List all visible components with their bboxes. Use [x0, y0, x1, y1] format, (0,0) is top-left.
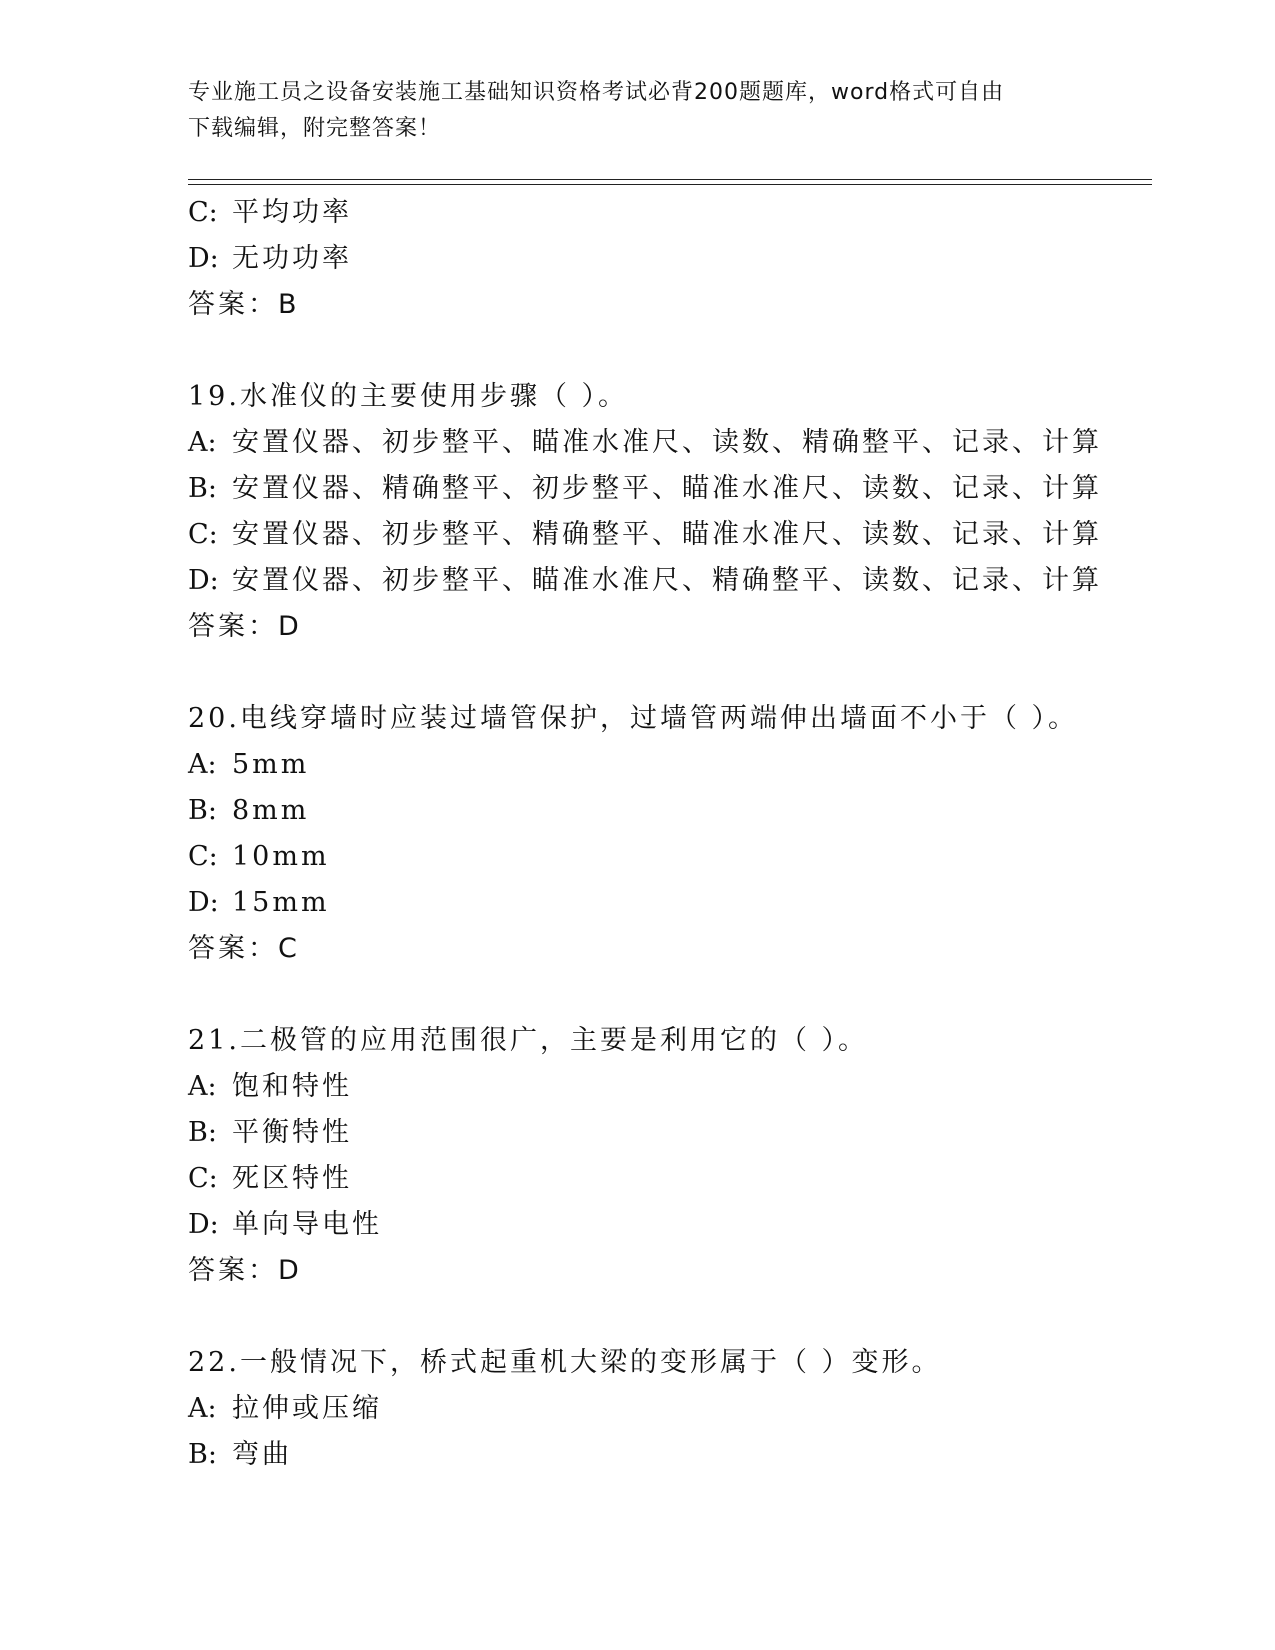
header-divider-bottom [188, 184, 1152, 185]
option-label: B: [188, 795, 217, 826]
option-label: C: [188, 1163, 218, 1194]
question-19 [188, 374, 1168, 650]
question-spacer [188, 1294, 1168, 1340]
option-d [188, 558, 1168, 604]
option-c [188, 1156, 1168, 1202]
option-b [188, 788, 1168, 834]
option-label: A: [188, 749, 217, 780]
option-text: 安置仪器、初步整平、瞄准水准尺、精确整平、读数、记录、计算 [232, 565, 1102, 596]
option-text: 平衡特性 [232, 1117, 352, 1148]
option-label: B: [188, 473, 217, 504]
option-a [188, 1386, 1168, 1432]
question-spacer [188, 972, 1168, 1018]
question-list [188, 190, 1168, 1478]
option-label: D: [188, 1209, 219, 1240]
option-text: 饱和特性 [232, 1071, 352, 1102]
option-text: 5mm [232, 749, 310, 780]
question-stem: 20.电线穿墙时应装过墙管保护，过墙管两端伸出墙面不小于（ ）。 [188, 703, 1079, 734]
answer-line: 答案：C [188, 933, 300, 964]
option-a [188, 1064, 1168, 1110]
option-d [188, 236, 1168, 282]
option-d [188, 1202, 1168, 1248]
header-line-2: 下载编辑，附完整答案！ [188, 116, 442, 141]
option-c [188, 512, 1168, 558]
option-label: A: [188, 427, 217, 458]
option-d [188, 880, 1168, 926]
option-label: C: [188, 841, 218, 872]
option-a [188, 742, 1168, 788]
answer-line: 答案：D [188, 611, 302, 642]
option-text: 8mm [232, 795, 310, 826]
option-label: D: [188, 565, 219, 596]
header-line-1: 专业施工员之设备安装施工基础知识资格考试必背200题题库，word格式可自由 [188, 80, 1005, 105]
option-b [188, 1110, 1168, 1156]
question-stem: 21.二极管的应用范围很广，主要是利用它的（ ）。 [188, 1025, 869, 1056]
option-label: C: [188, 197, 218, 228]
option-text: 死区特性 [232, 1163, 352, 1194]
document-header [188, 75, 1088, 147]
option-text: 安置仪器、初步整平、精确整平、瞄准水准尺、读数、记录、计算 [232, 519, 1102, 550]
option-text: 无功功率 [232, 243, 352, 274]
option-label: D: [188, 887, 219, 918]
option-b [188, 466, 1168, 512]
option-text: 安置仪器、精确整平、初步整平、瞄准水准尺、读数、记录、计算 [232, 473, 1102, 504]
answer-line: 答案：B [188, 289, 300, 320]
option-a [188, 420, 1168, 466]
question-stem: 22.一般情况下，桥式起重机大梁的变形属于（ ）变形。 [188, 1347, 942, 1378]
question-21 [188, 1018, 1168, 1294]
option-c [188, 834, 1168, 880]
question-spacer [188, 650, 1168, 696]
option-label: B: [188, 1439, 217, 1470]
option-label: A: [188, 1071, 217, 1102]
option-label: A: [188, 1393, 217, 1424]
option-text: 拉伸或压缩 [232, 1393, 382, 1424]
answer-line: 答案：D [188, 1255, 302, 1286]
option-label: D: [188, 243, 219, 274]
option-text: 15mm [232, 887, 330, 918]
option-c [188, 190, 1168, 236]
option-label: B: [188, 1117, 217, 1148]
question-20 [188, 696, 1168, 972]
option-text: 安置仪器、初步整平、瞄准水准尺、读数、精确整平、记录、计算 [232, 427, 1102, 458]
question-22 [188, 1340, 1168, 1478]
option-text: 10mm [232, 841, 330, 872]
question-stem: 19.水准仪的主要使用步骤（ ）。 [188, 381, 629, 412]
option-text: 弯曲 [232, 1439, 292, 1470]
option-text: 平均功率 [232, 197, 352, 228]
option-text: 单向导电性 [232, 1209, 382, 1240]
header-divider-top [188, 179, 1152, 180]
question-18-tail [188, 190, 1168, 328]
option-b [188, 1432, 1168, 1478]
question-spacer [188, 328, 1168, 374]
option-label: C: [188, 519, 218, 550]
